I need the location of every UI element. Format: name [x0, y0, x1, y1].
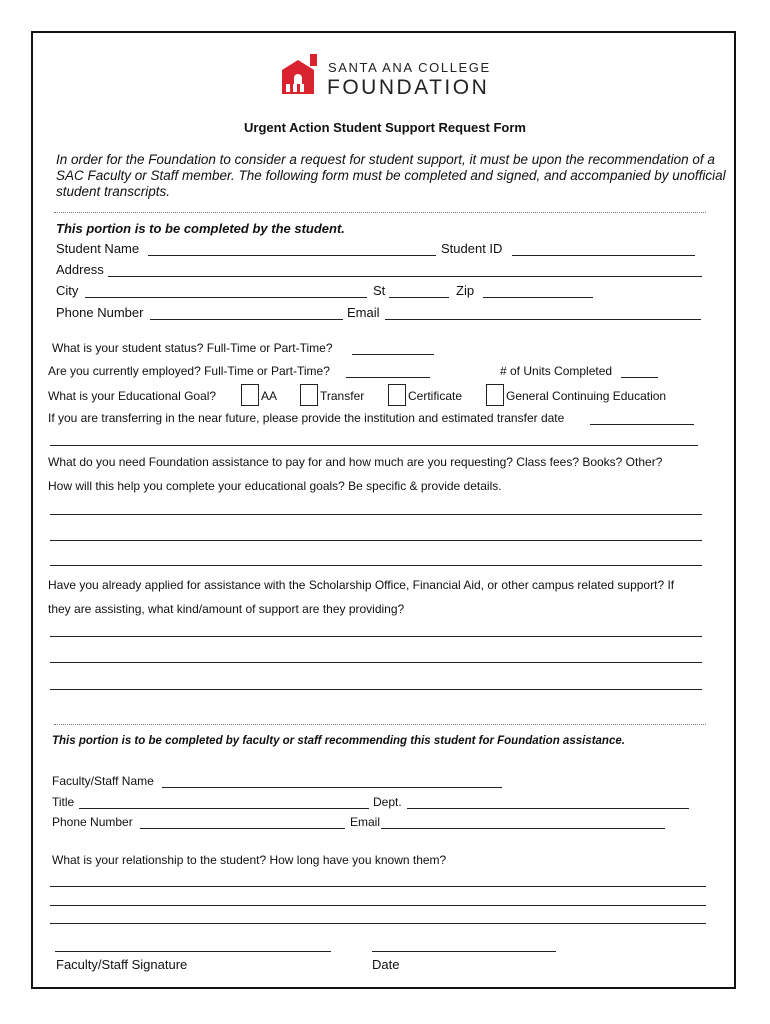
- student-id-field[interactable]: [512, 255, 695, 256]
- zip-field[interactable]: [483, 297, 593, 298]
- state-field[interactable]: [389, 297, 449, 298]
- student-id-label: Student ID: [441, 241, 503, 256]
- assistance-question: What do you need Foundation assistance to pay for and how much are you requesting? Class fees? Books? Other?: [48, 455, 663, 469]
- logo-line-2: FOUNDATION: [327, 76, 490, 99]
- logo-line-1: SANTA ANA COLLEGE: [328, 60, 491, 75]
- form-title: Urgent Action Student Support Request Form: [244, 120, 526, 135]
- divider: [54, 212, 706, 213]
- units-field[interactable]: [621, 377, 658, 378]
- answer-line[interactable]: [50, 923, 706, 924]
- student-name-field[interactable]: [148, 255, 436, 256]
- goal-question: What is your Educational Goal?: [48, 389, 217, 403]
- general-education-label: General Continuing Education: [506, 389, 667, 403]
- faculty-section-heading: This portion is to be completed by faculty or staff recommending this student for Foundation assistance.: [52, 735, 625, 747]
- faculty-phone-label: Phone Number: [52, 815, 133, 829]
- faculty-email-field[interactable]: [381, 828, 665, 829]
- student-name-label: Student Name: [56, 241, 140, 256]
- faculty-name-field[interactable]: [162, 787, 502, 788]
- phone-label: Phone Number: [56, 305, 144, 320]
- answer-line[interactable]: [50, 662, 702, 663]
- general-education-checkbox[interactable]: [486, 384, 504, 406]
- status-field[interactable]: [352, 354, 434, 355]
- divider: [54, 724, 706, 725]
- employed-field[interactable]: [346, 377, 430, 378]
- answer-line[interactable]: [50, 565, 702, 566]
- faculty-name-label: Faculty/Staff Name: [52, 774, 154, 788]
- city-field[interactable]: [85, 297, 367, 298]
- date-label: Date: [372, 957, 400, 972]
- employed-question: Are you currently employed? Full-Time or Part-Time?: [48, 364, 330, 378]
- answer-line[interactable]: [50, 514, 702, 515]
- aa-label: AA: [261, 389, 278, 403]
- goals-help-question: How will this help you complete your educational goals? Be specific & provide details.: [48, 479, 502, 493]
- applied-question-line-2: they are assisting, what kind/amount of support are they providing?: [48, 602, 405, 616]
- faculty-title-field[interactable]: [79, 808, 369, 809]
- faculty-email-label: Email: [350, 815, 381, 829]
- phone-field[interactable]: [150, 319, 343, 320]
- transfer-question: If you are transferring in the near future, please provide the institution and estimated transfer date: [48, 411, 565, 425]
- city-label: City: [56, 283, 79, 298]
- aa-checkbox[interactable]: [241, 384, 259, 406]
- foundation-logo: [280, 52, 495, 102]
- email-label: Email: [347, 305, 380, 320]
- answer-line[interactable]: [50, 636, 702, 637]
- student-section-heading: This portion is to be completed by the student.: [56, 221, 345, 236]
- applied-question-line-1: Have you already applied for assistance with the Scholarship Office, Financial Aid, or other campus related support? If: [48, 578, 675, 592]
- relationship-question: What is your relationship to the student? How long have you known them?: [52, 853, 447, 867]
- faculty-phone-field[interactable]: [140, 828, 345, 829]
- certificate-checkbox[interactable]: [388, 384, 406, 406]
- transfer-field[interactable]: [590, 424, 694, 425]
- zip-label: Zip: [456, 283, 475, 298]
- state-label: St: [373, 283, 386, 298]
- dept-label: Dept.: [373, 795, 402, 809]
- faculty-title-label: Title: [52, 795, 75, 809]
- transfer-field-line-2[interactable]: [50, 445, 698, 446]
- transfer-label: Transfer: [320, 389, 365, 403]
- address-label: Address: [56, 262, 104, 277]
- signature-field[interactable]: [55, 951, 331, 952]
- building-icon: [280, 54, 324, 98]
- signature-label: Faculty/Staff Signature: [56, 957, 188, 972]
- transfer-checkbox[interactable]: [300, 384, 318, 406]
- dept-field[interactable]: [407, 808, 689, 809]
- answer-line[interactable]: [50, 886, 706, 887]
- address-field[interactable]: [108, 276, 702, 277]
- certificate-label: Certificate: [408, 389, 463, 403]
- answer-line[interactable]: [50, 540, 702, 541]
- intro-text: In order for the Foundation to consider a request for student support, it must be upon the recommendation of a SAC Faculty or Staff member. The following form must be completed and signed, and accompanied by unofficial student transcripts.: [56, 152, 726, 199]
- answer-line[interactable]: [50, 905, 706, 906]
- date-field[interactable]: [372, 951, 556, 952]
- status-question: What is your student status? Full-Time or Part-Time?: [52, 341, 333, 355]
- answer-line[interactable]: [50, 689, 702, 690]
- units-label: # of Units Completed: [500, 364, 613, 378]
- email-field[interactable]: [385, 319, 701, 320]
